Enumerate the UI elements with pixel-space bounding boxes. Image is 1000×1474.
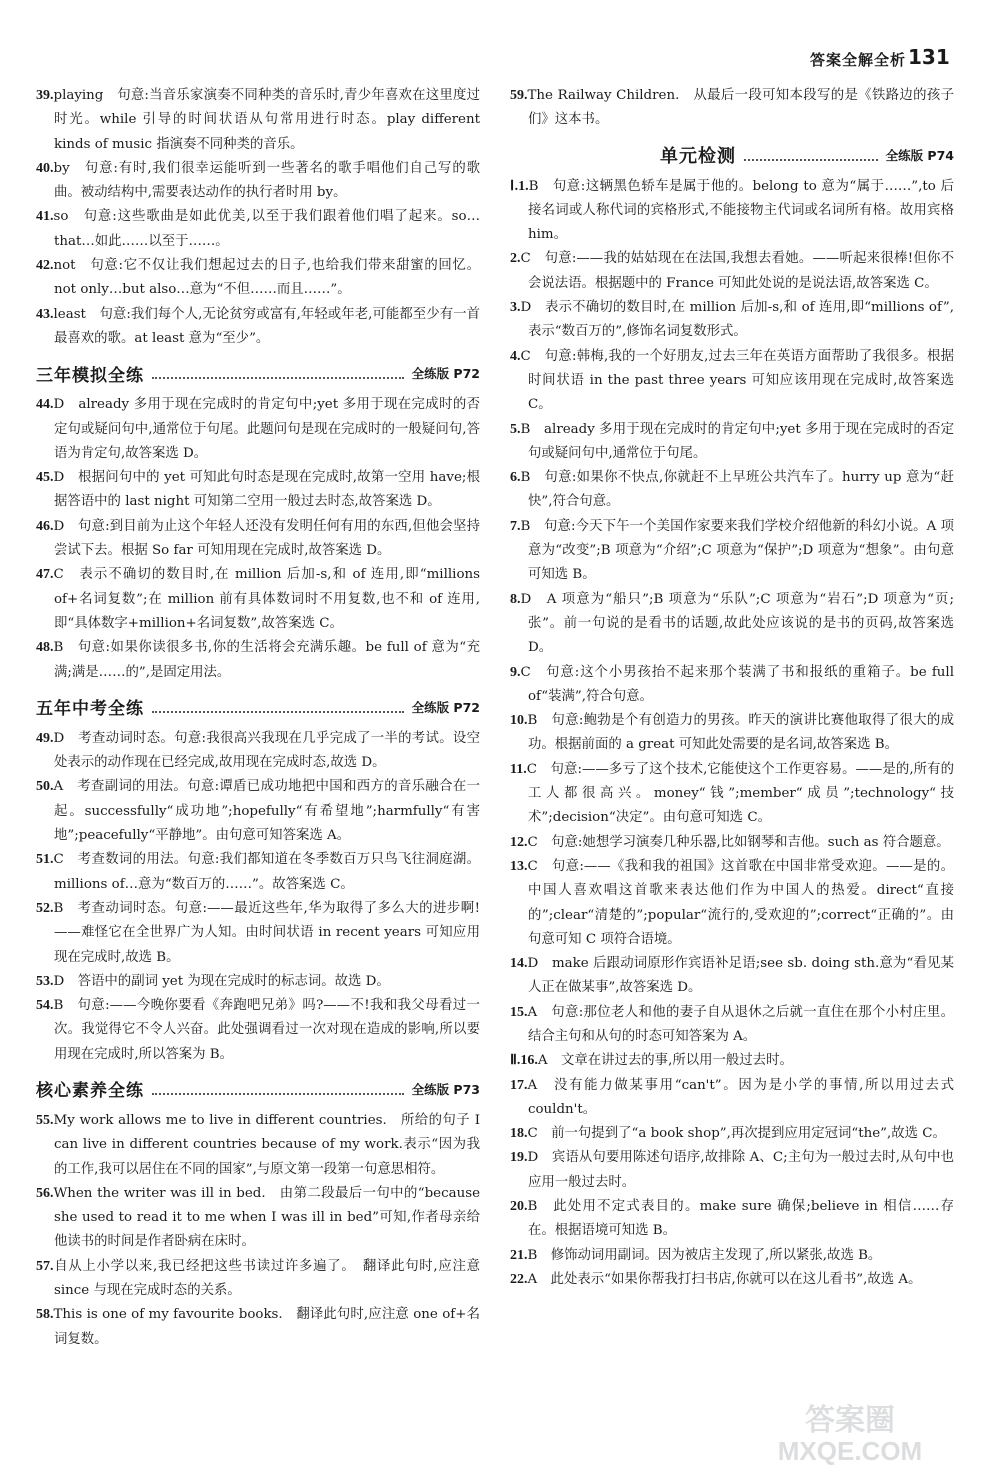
answer-text: The Railway Children. 从最后一段可知本段写的是《铁路边的孩子们》这本书。 xyxy=(527,88,954,128)
answer-text: A 句意:那位老人和他的妻子自从退休之后就一直住在那个小村庄里。结合主句和从句的时态可知答案为 A。 xyxy=(527,1004,954,1044)
answer-text: B 句意:这辆黑色轿车是属于他的。belong to 意为“属于……”,to 后接名词或人称代词的宾格形式,不能接物主代词或名词所有格。故用宾格 him。 xyxy=(528,178,954,243)
answer-text: D 宾语从句要用陈述句语序,故排除 A、C;主句为一般过去时,从句中也应用一般过去时。 xyxy=(527,1150,954,1190)
answer-entry xyxy=(36,897,480,970)
answer-number: 59. xyxy=(510,88,528,103)
answer-number: 2. xyxy=(510,251,521,267)
dotted-leader xyxy=(744,149,878,161)
answer-text: B already 多用于现在完成时的肯定句中;yet 多用于现在完成时的否定句或疑问句中,通常位于句尾。 xyxy=(520,421,954,461)
section-page-ref: 全练版 P73 xyxy=(411,1081,480,1097)
section-heading xyxy=(36,1077,480,1101)
answer-text: B 句意:今天下午一个美国作家要来我们学校介绍他新的科幻小说。A 项意为“改变”;B 项意为“介绍”;C 项意为“保护”;D 项意为“想象”。由句意可知选 B。 xyxy=(520,518,954,583)
answer-number: 3. xyxy=(510,300,521,316)
answer-text: by 句意:有时,我们很幸运能听到一些著名的歌手唱他们自己写的歌曲。被动结构中,需要表达动作的执行者时用 by。 xyxy=(53,160,480,201)
answer-entry xyxy=(36,1182,480,1255)
answer-text: C 前一句提到了“a book shop”,再次提到应用定冠词“the”,故选 C。 xyxy=(527,1126,946,1142)
answer-number: 45. xyxy=(36,470,54,486)
answer-number: 42. xyxy=(36,258,54,274)
answer-text: C 句意:这个小男孩抬不起来那个装满了书和报纸的重箱子。be full of“装满”,符合句意。 xyxy=(520,664,954,704)
answer-number: 48. xyxy=(36,640,54,656)
answer-text: D A 项意为“船只”;B 项意为“乐队”;C 项意为“岩石”;D 项意为“页;张”。前一句说的是看书的话题,故此处应该说的是书的页码,故答案选 D。 xyxy=(520,591,954,656)
answer-text: B 修饰动词用副词。因为被店主发现了,所以紧张,故选 B。 xyxy=(527,1247,882,1263)
section-heading xyxy=(510,143,954,167)
answer-entry xyxy=(510,952,954,1001)
answer-entry xyxy=(510,418,954,467)
answer-number: 5. xyxy=(510,421,521,437)
answer-number: 6. xyxy=(510,470,521,486)
answer-entry xyxy=(36,1255,480,1304)
answer-text: A 没有能力做某事用“can't”。因为是小学的事情,所以用过去式 couldn't。 xyxy=(527,1077,954,1117)
answer-number: 14. xyxy=(510,956,528,972)
answer-text: D make 后跟动词原形作宾语补足语;see sb. doing sth.意为“看见某人正在做某事”,故答案选 D。 xyxy=(527,956,954,996)
dotted-leader xyxy=(152,367,404,379)
section-page-ref: 全练版 P72 xyxy=(411,699,480,715)
answer-number: 54. xyxy=(36,998,54,1014)
answer-entry xyxy=(510,831,954,855)
answer-text: My work allows me to live in different countries. 所给的句子 I can live in different countries because of my work.表示“因为我的工作,我可以居住在不同的国家”,与原文第一段第一句意思相符。 xyxy=(53,1112,480,1177)
answer-text: D 考查动词时态。句意:我很高兴我现在几乎完成了一半的考试。设空处表示的动作现在已经完成,故用现在完成时态,故选 D。 xyxy=(53,730,480,771)
answer-number: 17. xyxy=(510,1077,528,1093)
answer-number: 41. xyxy=(36,209,54,225)
section-heading xyxy=(36,361,480,385)
answer-entry xyxy=(510,1049,954,1073)
answer-entry xyxy=(36,775,480,848)
answer-text: This is one of my favourite books. 翻译此句时,应注意 one of+名词复数。 xyxy=(53,1307,480,1347)
answer-entry xyxy=(510,296,954,345)
answer-text: B 句意:如果你读很多书,你的生活将会充满乐趣。be full of 意为“充满;满是……的”,是固定用法。 xyxy=(53,640,480,680)
answer-entry xyxy=(36,84,480,157)
answer-number: 56. xyxy=(36,1185,54,1201)
answer-number: 40. xyxy=(36,160,54,176)
answer-entry xyxy=(36,970,480,994)
answer-text: 自从上小学以来,我已经把这些书读过许多遍了。 翻译此句时,应注意 since 与现在完成时态的关系。 xyxy=(53,1258,480,1299)
answer-entry xyxy=(510,709,954,758)
answer-entry xyxy=(36,727,480,776)
answer-entry xyxy=(510,84,954,133)
answer-number: 7. xyxy=(510,518,521,534)
answer-number: 50. xyxy=(36,779,54,795)
answer-entry xyxy=(510,1122,954,1146)
answer-text: D 根据问句中的 yet 可知此句时态是现在完成时,故第一空用 have;根据答语中的 last night 可知第二空用一般过去时态,故答案选 D。 xyxy=(53,470,480,510)
answer-text: A 此处表示“如果你帮我打扫书店,你就可以在这儿看书”,故选 A。 xyxy=(527,1271,922,1287)
answer-number: 57. xyxy=(36,1258,54,1274)
answer-entry xyxy=(36,303,480,352)
answer-entry xyxy=(36,254,480,303)
answer-text: When the writer was ill in bed. 由第二段最后一句中的“because she used to read it to me when I was ill in bed”可知,作者母亲给他读书的时间是作者卧病在床时。 xyxy=(53,1185,480,1250)
answer-text: C 句意:韩梅,我的一个好朋友,过去三年在英语方面帮助了我很多。根据时间状语 in the past three years 可知应该用现在完成时,故答案选 C。 xyxy=(520,348,954,413)
answer-number: 46. xyxy=(36,518,54,534)
answer-entry xyxy=(36,848,480,897)
answer-number: 47. xyxy=(36,567,54,583)
answer-entry xyxy=(510,345,954,418)
answer-number: 21. xyxy=(510,1247,528,1263)
answer-entry xyxy=(510,588,954,661)
answer-text: B 句意:鲍勃是个有创造力的男孩。昨天的演讲比赛他取得了很大的成功。根据前面的 a great 可知此处需要的是名词,故答案选 B。 xyxy=(527,713,954,753)
answer-entry xyxy=(510,855,954,952)
answer-number: 53. xyxy=(36,973,54,989)
section-title: 核心素养全练 xyxy=(36,1081,144,1102)
answer-entry xyxy=(510,1244,954,1268)
answer-text: playing 句意:当音乐家演奏不同种类的音乐时,青少年喜欢在这里度过时光。while 引导的时间状语从句常用进行时态。play different kinds of music 指演奏不同种类的音乐。 xyxy=(53,88,480,152)
answer-entry xyxy=(510,247,954,296)
answer-entry xyxy=(36,393,480,466)
answer-number: 4. xyxy=(510,348,521,364)
answer-entry xyxy=(36,1303,480,1352)
answer-text: C 句意:——《我和我的祖国》这首歌在中国非常受欢迎。——是的。中国人喜欢唱这首歌来表达他们作为中国人的热爱。direct“直接的”;clear“清楚的”;popular“流行的,受欢迎的”;correct“正确的”。由句意可知 C 项符合语境。 xyxy=(527,858,954,947)
dotted-leader xyxy=(152,1083,404,1095)
answer-number: 44. xyxy=(36,397,54,413)
answer-entry xyxy=(510,1001,954,1050)
answer-text: B 考查动词时态。句意:——最近这些年,华为取得了多么大的进步啊!——难怪它在全世界广为人知。由时间状语 in recent years 可知应用现在完成时,故选 B。 xyxy=(53,900,480,965)
answer-entry xyxy=(510,1268,954,1292)
answer-number: 49. xyxy=(36,730,54,746)
answer-entry xyxy=(510,758,954,831)
answer-entry xyxy=(510,661,954,710)
answer-number: 19. xyxy=(510,1150,528,1166)
answer-number: 12. xyxy=(510,834,528,850)
answer-entry xyxy=(36,1109,480,1182)
page-number: 131 xyxy=(908,45,950,69)
answer-text: A 考查副词的用法。句意:谭盾已成功地把中国和西方的音乐融合在一起。successfully“成功地”;hopefully“有希望地”;harmfully“有害地”;peacefully“平静地”。由句意可知答案选 A。 xyxy=(53,779,480,844)
left-column xyxy=(36,84,480,1352)
answer-text: not 句意:它不仅让我们想起过去的日子,也给我们带来甜蜜的回忆。not only…but also…意为“不但……而且……”。 xyxy=(53,258,480,298)
watermark-logo xyxy=(730,1396,970,1466)
answer-text: C 句意:她想学习演奏几种乐器,比如钢琴和吉他。such as 符合题意。 xyxy=(527,834,950,850)
answer-entry xyxy=(510,1195,954,1244)
section-heading xyxy=(36,695,480,719)
answer-entry xyxy=(36,466,480,515)
answer-entry xyxy=(36,563,480,636)
answer-text: B 句意:如果你不快点,你就赶不上早班公共汽车了。hurry up 意为“赶快”,符合句意。 xyxy=(520,470,954,510)
answer-text: D 答语中的副词 yet 为现在完成时的标志词。故选 D。 xyxy=(53,973,390,989)
answer-text: C 考查数词的用法。句意:我们都知道在冬季数百万只鸟飞往洞庭湖。millions of…意为“数百万的……”。故答案选 C。 xyxy=(53,852,480,892)
section-page-ref: 全练版 P74 xyxy=(885,147,954,163)
answer-number: 22. xyxy=(510,1271,528,1287)
answer-number: 13. xyxy=(510,858,528,874)
answer-number: 55. xyxy=(36,1112,54,1128)
answer-number: 18. xyxy=(510,1126,528,1142)
answer-entry xyxy=(510,1074,954,1123)
answer-entry xyxy=(36,157,480,206)
answer-text: C 句意:——我的姑姑现在在法国,我想去看她。——听起来很棒!但你不会说法语。根据题中的 France 可知此处说的是说法语,故答案选 C。 xyxy=(520,251,954,291)
answer-number: 51. xyxy=(36,852,54,868)
watermark-text-url: MXQE.COM xyxy=(777,1436,923,1466)
answer-number: 58. xyxy=(36,1307,54,1323)
answer-entry xyxy=(36,994,480,1067)
answer-text: D 表示不确切的数目时,在 million 后加-s,和 of 连用,即“millions of”,表示“数百万的”,修饰名词复数形式。 xyxy=(520,300,954,340)
answer-entry xyxy=(510,466,954,515)
answer-number: Ⅰ.1. xyxy=(510,178,529,194)
answer-number: 15. xyxy=(510,1004,528,1020)
answer-entry xyxy=(510,515,954,588)
answer-entry xyxy=(36,205,480,254)
answer-number: 11. xyxy=(510,761,527,777)
answer-text: D 句意:到目前为止这个年轻人还没有发明任何有用的东西,但他会坚持尝试下去。根据 So far 可知用现在完成时,故答案选 D。 xyxy=(53,518,480,559)
answer-number: 10. xyxy=(510,713,528,729)
answer-text: A 文章在讲过去的事,所以用一般过去时。 xyxy=(537,1053,793,1069)
answer-number: 20. xyxy=(510,1199,528,1215)
answer-entry xyxy=(510,175,954,248)
answer-text: least 句意:我们每个人,无论贫穷或富有,年轻或年老,可能都至少有一首最喜欢的歌。at least 意为“至少”。 xyxy=(53,306,480,346)
answer-number: 52. xyxy=(36,900,54,916)
answer-text: B 此处用不定式表目的。make sure 确保;believe in 相信……存在。根据语境可知选 B。 xyxy=(527,1199,954,1239)
answer-number: 39. xyxy=(36,88,54,103)
section-title: 三年模拟全练 xyxy=(36,365,144,386)
answer-number: 9. xyxy=(510,664,521,680)
section-page-ref: 全练版 P72 xyxy=(411,366,480,382)
answer-text: so 句意:这些歌曲是如此优美,以至于我们跟着他们唱了起来。so…that…如此……以至于……。 xyxy=(53,209,480,249)
answer-number: Ⅱ.16. xyxy=(510,1053,538,1069)
answer-text: D already 多用于现在完成时的肯定句中;yet 多用于现在完成时的否定句或疑问句中,通常位于句尾。此题问句是现在完成时的一般疑问句,答语为肯定句,故答案选 D。 xyxy=(53,397,480,461)
answer-entry xyxy=(510,1146,954,1195)
watermark-text-main: 答案圈 xyxy=(805,1404,895,1437)
answer-text: B 句意:——今晚你要看《奔跑吧兄弟》吗?——不!我和我父母看过一次。我觉得它不令人兴奋。此处强调看过一次对现在造成的影响,所以要用现在完成时,所以答案为 B。 xyxy=(53,998,480,1062)
answer-number: 43. xyxy=(36,306,54,322)
answer-entry xyxy=(36,636,480,685)
header-title: 答案全解全析 xyxy=(809,51,906,69)
answer-entry xyxy=(36,515,480,564)
answer-number: 8. xyxy=(510,591,521,607)
section-title: 五年中考全练 xyxy=(36,699,144,720)
dotted-leader xyxy=(152,701,404,713)
answer-text: C 表示不确切的数目时,在 million 后加-s,和 of 连用,即“millions of+名词复数”;在 million 前有具体数词时不用复数,也不和 of 连用,即“具体数字+million+名词复数”,故答案选 C。 xyxy=(53,567,480,631)
right-column xyxy=(510,84,954,1292)
section-title: 单元检测 xyxy=(660,145,736,167)
answer-text: C 句意:——多亏了这个技术,它能使这个工作更容易。——是的,所有的工人都很高兴。money“钱”;member“成员”;technology“技术”;decision“决定”。由句意可知选 C。 xyxy=(526,761,954,826)
